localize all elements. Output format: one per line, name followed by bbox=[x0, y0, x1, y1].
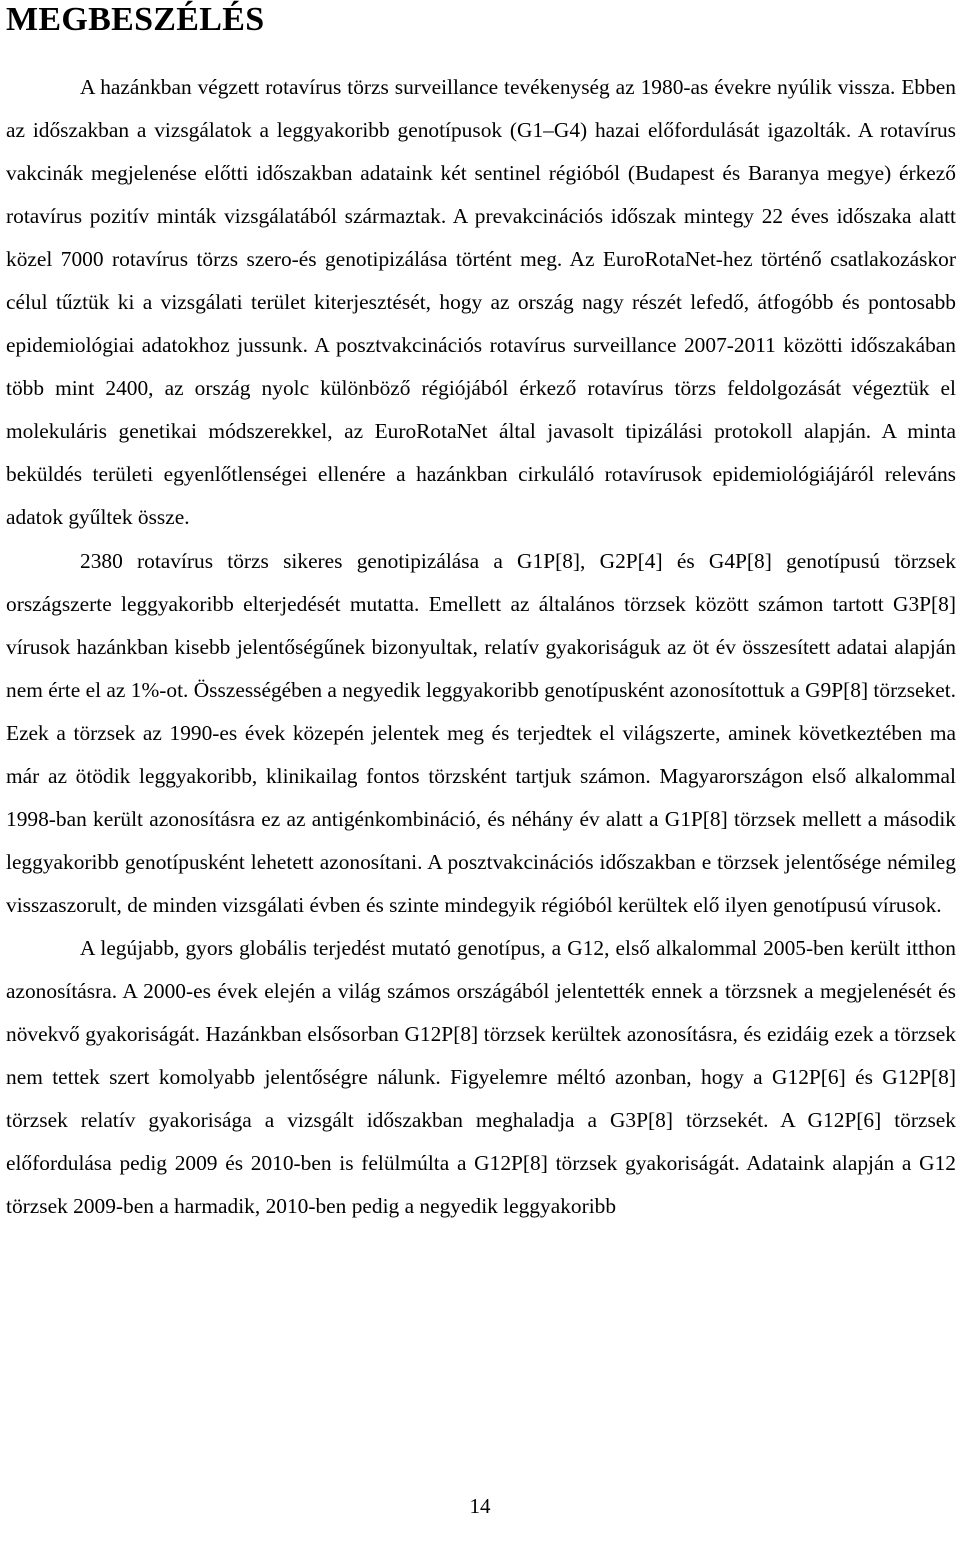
paragraph-3: A legújabb, gyors globális terjedést mutató genotípus, a G12, első alkalommal 2005-ben került itthon azonosításra. A 2000-es évek elején a világ számos országából jelentették ennek a törzsnek a megjelenését és növekvő gyakoriságát. Hazánkban elsősorban G12P[8] törzsek kerültek azonosításra, és ezidáig ezek a törzsek nem tettek szert komolyabb jelentőségre nálunk. Figyelemre méltó azonban, hogy a G12P[6] és G12P[8] törzsek relatív gyakorisága a vizsgált időszakban meghaladja a G3P[8] törzsekét. A G12P[6] törzsek előfordulása pedig 2009 és 2010-ben is felülmúlta a G12P[8] törzsek gyakoriságát. Adataink alapján a G12 törzsek 2009-ben a harmadik, 2010-ben pedig a negyedik leggyakoribb bbox=[6, 935, 956, 1219]
page-number: 14 bbox=[469, 1494, 491, 1518]
paragraph-1: A hazánkban végzett rotavírus törzs surveillance tevékenység az 1980-as évekre nyúlik vissza. Ebben az időszakban a vizsgálatok a leggyakoribb genotípusok (G1–G4) hazai előfordulását igazolták. A rotavírus vakcinák megjelenése előtti időszakban adataink két sentinel régióból (Budapest és Baranya megye) érkező rotavírus pozitív minták vizsgálatából származtak. A prevakcinációs időszak mintegy 22 éves időszaka alatt közel 7000 rotavírus törzs szero-és genotipizálása történt meg. Az EuroRotaNet-hez történő csatlakozáskor célul tűztük ki a vizsgálati terület kiterjesztését, hogy az ország nagy részét lefedő, átfogóbb és pontosabb epidemiológiai adatokhoz jussunk. A posztvakcinációs rotavírus surveillance 2007-2011 közötti időszakában több mint 2400, az ország nyolc különböző régiójából érkező rotavírus törzs feldolgozását végeztük el molekuláris genetikai módszerekkel, az EuroRotaNet által javasolt tipizálási protokoll alapján. A minta beküldés területi egyenlőtlenségei ellenére a hazánkban cirkuláló rotavírusok epidemiológiájáról releváns adatok gyűltek össze. bbox=[6, 75, 956, 530]
body-text bbox=[6, 66, 956, 1228]
section-heading: MEGBESZÉLÉS bbox=[6, 1, 265, 38]
paragraph-2: 2380 rotavírus törzs sikeres genotipizálása a G1P[8], G2P[4] és G4P[8] genotípusú törzsek országszerte leggyakoribb elterjedését mutatta. Emellett az általános törzsek között számon tartott G3P[8] vírusok hazánkban kisebb jelentőségűnek bizonyultak, relatív gyakoriságuk az öt év összesített adatai alapján nem érte el az 1%-ot. Összességében a negyedik leggyakoribb genotípusként azonosítottuk a G9P[8] törzseket. Ezek a törzsek az 1990-es évek közepén jelentek meg és terjedtek el világszerte, aminek következtében ma már az ötödik leggyakoribb, klinikailag fontos törzsként tartjuk számon. Magyarországon első alkalommal 1998-ban került azonosításra ez az antigénkombináció, és néhány év alatt a G1P[8] törzsek mellett a második leggyakoribb genotípusként lehetett azonosítani. A posztvakcinációs időszakban e törzsek jelentősége némileg visszaszorult, de minden vizsgálati évben és szinte mindegyik régióból kerültek elő ilyen genotípusú vírusok. bbox=[6, 548, 956, 917]
